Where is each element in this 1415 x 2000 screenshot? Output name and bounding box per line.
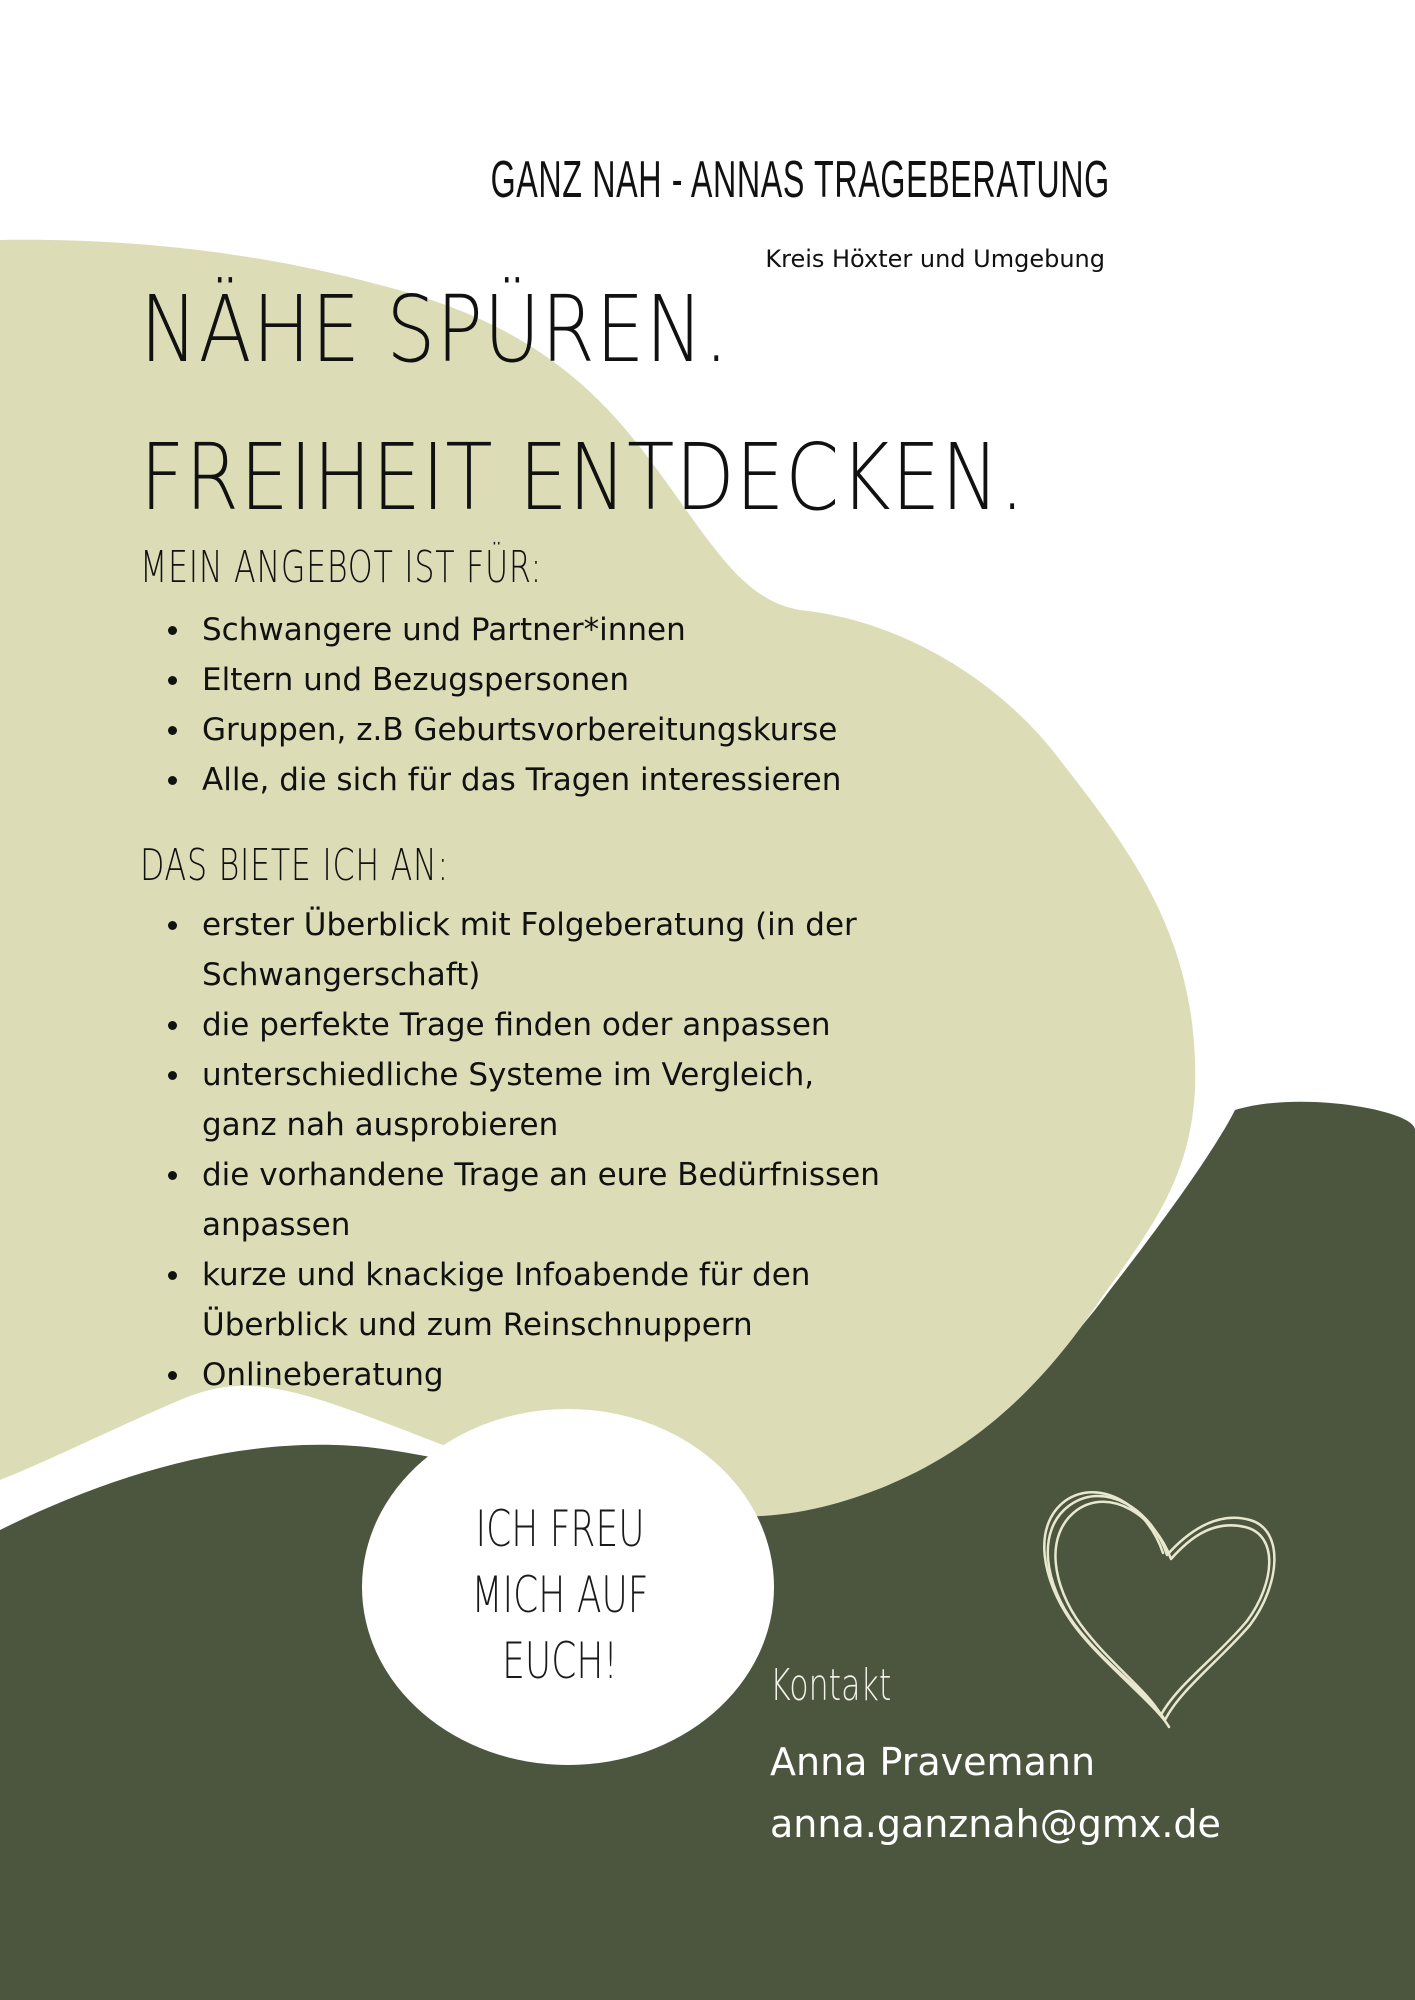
list-item-text: kurze und knackige Infoabende für den Überblick und zum Reinschnuppern (202, 1257, 811, 1343)
list-item (160, 655, 890, 705)
headline-line-1: NÄHE SPÜREN. (140, 276, 730, 383)
offers-title: DAS BIETE ICH AN: (140, 840, 449, 891)
list-item-text: Onlineberatung (202, 1357, 444, 1393)
list-item (160, 605, 890, 655)
list-item-text: Alle, die sich für das Tragen interessieren (202, 762, 842, 798)
list-item-text: unterschiedliche Systeme im Vergleich, ganz nah ausprobieren (202, 1057, 815, 1143)
list-item (160, 1000, 890, 1050)
list-item (160, 705, 890, 755)
list-item (160, 1250, 890, 1350)
bullet-dot-icon (168, 626, 177, 635)
audience-title: MEIN ANGEBOT IST FÜR: (140, 542, 543, 593)
bullet-dot-icon (168, 776, 177, 785)
bullet-dot-icon (168, 676, 177, 685)
bullet-dot-icon (168, 1021, 177, 1030)
bullet-dot-icon (168, 1371, 177, 1380)
list-item-text: Gruppen, z.B Geburtsvorbereitungskurse (202, 712, 838, 748)
bubble-line-3: EUCH! (502, 1632, 618, 1690)
contact-name: Anna Pravemann (770, 1740, 1096, 1784)
contact-email-link[interactable]: anna.ganznah@gmx.de (770, 1802, 1221, 1846)
audience-list (160, 605, 890, 805)
list-item-text: die vorhandene Trage an eure Bedürfnissen anpassen (202, 1157, 880, 1243)
headline-line-2: FREIHEIT ENTDECKEN. (140, 424, 1026, 531)
bubble-line-1: ICH FREU (475, 1500, 645, 1558)
bullet-dot-icon (168, 1071, 177, 1080)
list-item (160, 755, 890, 805)
list-item-text: Schwangere und Partner*innen (202, 612, 686, 648)
list-item-text: Eltern und Bezugspersonen (202, 662, 630, 698)
list-item (160, 1150, 890, 1250)
list-item (160, 900, 890, 1000)
contact-title: Kontakt (770, 1660, 892, 1711)
bullet-dot-icon (168, 1271, 177, 1280)
list-item-text: erster Überblick mit Folgeberatung (in der Schwangerschaft) (202, 907, 857, 993)
list-item (160, 1350, 890, 1400)
bubble-greeting (459, 1496, 661, 1694)
bullet-dot-icon (168, 726, 177, 735)
list-item-text: die perfekte Trage finden oder anpassen (202, 1007, 831, 1043)
bullet-dot-icon (168, 1171, 177, 1180)
bubble-line-2: MICH AUF (471, 1566, 649, 1624)
heart-icon (1035, 1475, 1285, 1735)
brand-title: GANZ NAH - ANNAS TRAGEBERATUNG (490, 151, 1110, 209)
bullet-dot-icon (168, 921, 177, 930)
offers-list (160, 900, 890, 1400)
region-subtitle: Kreis Höxter und Umgebung (765, 245, 1105, 273)
list-item (160, 1050, 890, 1150)
